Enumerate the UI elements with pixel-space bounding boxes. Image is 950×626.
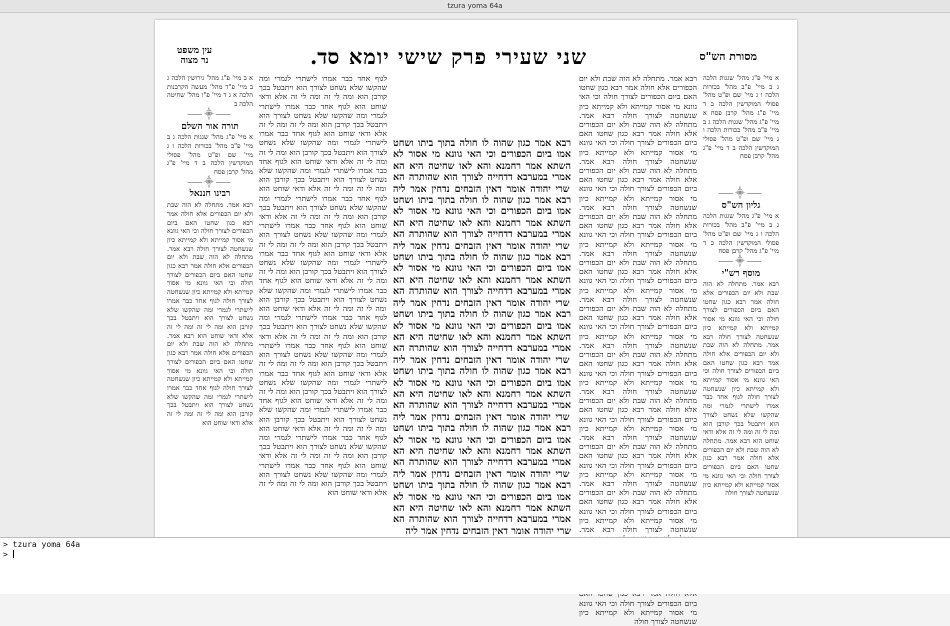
tosafot-text-11: לגוף אחד כבר אמרו לישתרי לגמרי ומה שהקשו שלא נשחט לצורך הוא ויתבטל בכך קורבן הוא ומה לי זה ומה לי זה אלא ודאי שוחט הוא: [259, 368, 387, 406]
ornament-divider-4: ⸺⸎⸺: [187, 177, 233, 188]
rashi-text-6: רבא אמר. מתחלה לא הוה שבת ולא יום הכפורים אלא חולה אמר רבא כגון שחטו האם ביום הכפורים לצורך חולה וכי האי גוונא מי אסור קמייתא ולא קמייתא כיון שנשחטה לצורך חולה: [579, 294, 697, 350]
tosafot-text-6: לגוף אחד כבר אמרו לישתרי לגמרי ומה שהקשו שלא נשחט לצורך הוא ויתבטל בכך קורבן הוא ומה לי זה ומה לי זה אלא ודאי שוחט הוא: [259, 221, 388, 258]
tosafot-text-12: לגוף אחד כבר אמרו לישתרי לגמרי ומה שהקשו שלא נשחט לצורך הוא ויתבטל בכך קורבן הוא ומה לי זה ומה לי זה אלא ודאי שוחט הוא: [259, 396, 387, 433]
gemara-text-5: רבא אמר כגון שהוה לו חולה בתוך ביתו ושחט אמו ביום הכפורים וכי האי גוונא מי אסור לא השתא אמר רחמנא והא לאו שחיטה היא הא אמרי במערבא דדחייה לצורך הוא שהותרה הא שרי יהודה אומר דאין הזבחים נדחין אמר ליה: [393, 366, 571, 423]
window-title-bar: [0, 0, 950, 13]
tosafot-text-14: לגוף אחד כבר אמרו לישתרי לגמרי ומה שהקשו שלא נשחט לצורך הוא ויתבטל בכך קורבן הוא ומה לי זה ומה לי זה אלא ודאי שוחט הוא: [259, 460, 387, 498]
terminal-prompt-active: >: [3, 549, 8, 559]
rashi-text-3: רבא אמר. מתחלה לא הוה שבת ולא יום הכפורים אלא חולה אמר רבא כגון שחטו האם ביום הכפורים לצורך חולה וכי האי גוונא מי אסור קמייתא ולא קמייתא כיון שנשחטה לצורך חולה: [579, 156, 697, 212]
ornament-divider-2: ⸺⸎⸺: [718, 256, 764, 267]
rashi-text-9: רבא אמר. מתחלה לא הוה שבת ולא יום הכפורים אלא חולה אמר רבא כגון שחטו האם ביום הכפורים לצורך חולה וכי האי גוונא מי אסור קמייתא ולא קמייתא כיון שנשחטה לצורך חולה: [579, 432, 697, 488]
ornament-divider: ⸺⸎⸺: [718, 189, 764, 199]
musaf-text-3: לגוף אחד כבר אמרו לישתרי לגמרי ומה שהקשו שלא נשחט לצורך הוא ויתבטל בכך קורבן הוא ומה לי זה ומה לי זה אלא ודאי שוחט הוא: [703, 393, 779, 445]
ein-mishpat-line2: נר מצוה: [180, 56, 209, 66]
ein-mishpat-line1: עין משפט: [177, 46, 212, 56]
tosafot-text: לגוף אחד כבר אמרו לישתרי לגמרי ומה שהקשו שלא נשחט לצורך הוא ויתבטל בכך קורבן הוא ומה לי זה ומה לי זה אלא ודאי שוחט הוא: [259, 74, 387, 111]
gilyon-hashas-title: גליון הש"ס: [721, 200, 761, 211]
rashi-text-10: רבא אמר. מתחלה לא הוה שבת ולא יום הכפורים אלא חולה אמר רבא כגון שחטו האם ביום הכפורים לצורך חולה וכי האי גוונא מי אסור קמייתא ולא קמייתא כיון שנשחטה לצורך חולה: [579, 478, 697, 534]
terminal-input-line[interactable]: [3, 550, 947, 560]
rabbeinu-chananel-title: רבינו חננאל: [189, 189, 231, 200]
tosafot-text-2: לגוף אחד כבר אמרו לישתרי לגמרי ומה שהקשו שלא נשחט לצורך הוא ויתבטל בכך קורבן הוא ומה לי זה ומה לי זה אלא ודאי שוחט הוא: [259, 101, 388, 139]
gemara-main-column: [393, 138, 571, 537]
musaf-text-2: רבא אמר. מתחלה לא הוה שבת ולא יום הכפורים אלא חולה אמר רבא כגון שחטו האם ביום הכפורים לצורך חולה וכי האי גוונא מי אסור קמייתא ולא קמייתא כיון שנשחטה לצורך חולה: [703, 332, 779, 402]
rashi-text-11: רבא אמר.: [579, 524, 615, 534]
tosafot-text-3: לגוף אחד כבר אמרו לישתרי לגמרי ומה שהקשו שלא נשחט לצורך הוא ויתבטל בכך קורבן הוא ומה לי זה ומה לי זה אלא ודאי שוחט הוא: [259, 129, 387, 166]
gemara-text-4: רבא אמר כגון שהוה לו חולה בתוך ביתו ושחט אמו ביום הכפורים וכי האי גוונא מי אסור לא השתא אמר רחמנא והא לאו שחיטה היא הא אמרי במערבא דדחייה לצורך הוא שהותרה הא שרי יהודה אומר דאין הזבחים נדחין אמר ליה: [393, 309, 571, 366]
rabbeinu-text-5: לגוף אחד כבר אמרו לישתרי לגמרי ומה שהקשו שלא נשחט לצורך הוא ויתבטל בכך קורבן הוא ומה לי זה ומה לי זה אלא ודאי שוחט הוא: [167, 383, 253, 427]
window-title: tzura yoma 64a: [447, 2, 503, 10]
terminal-history-line: [3, 540, 947, 550]
torah-or-text: א מיי' פ"ג מהל' שגגות הלכה ג ב מיי' פ"ב מהל' בכורות הלכה ו ג מיי' שם ופ"ט מהל' פסולי המוקדשין הלכה ב ד מיי' פ"ג מהל' קרבן פסח: [167, 133, 253, 177]
rabbeinu-text-4: רבא אמר. מתחלה לא הוה שבת ולא יום הכפורים אלא חולה אמר רבא כגון שחטו האם ביום הכפורים לצורך חולה וכי האי גוונא מי אסור קמייתא ולא קמייתא כיון שנשחטה לצורך חולה: [167, 331, 253, 392]
terminal-command: tzura yoma 64a: [12, 540, 81, 549]
ein-mishpat-column: [167, 74, 253, 537]
rabbeinu-text-3: לגוף אחד כבר אמרו לישתרי לגמרי ומה שהקשו שלא נשחט לצורך הוא ויתבטל בכך קורבן הוא ומה לי זה ומה לי זה אלא ודאי שוחט הוא: [167, 296, 253, 340]
tosafot-text-9: לגוף אחד כבר אמרו לישתרי לגמרי ומה שהקשו שלא נשחט לצורך הוא ויתבטל בכך קורבן הוא ומה לי זה ומה לי זה אלא ודאי שוחט הוא: [259, 313, 387, 350]
page-number: סד.: [310, 44, 340, 69]
rashi-text: רבא אמר. מתחלה לא הוה שבת ולא יום הכפורים אלא חולה אמר רבא כגון שחטו האם ביום הכפורים לצורך חולה וכי האי גוונא מי אסור קמייתא ולא קמייתא כיון שנשחטה לצורך חולה: [579, 74, 697, 120]
rashi-text-5: רבא אמר. מתחלה לא הוה שבת ולא יום הכפורים אלא חולה אמר רבא כגון שחטו האם ביום הכפורים לצורך חולה וכי האי גוונא מי אסור קמייתא ולא קמייתא כיון שנשחטה לצורך חולה: [579, 248, 697, 304]
rashi-column: [579, 74, 697, 626]
gemara-text-6: רבא אמר כגון שהוה לו חולה בתוך ביתו ושחט אמו ביום הכפורים וכי האי גוונא מי אסור לא השתא אמר רחמנא והא לאו שחיטה היא הא אמרי במערבא דדחייה לצורך הוא שהותרה הא שרי יהודה אומר דאין הזבחים נדחין אמר ליה: [393, 423, 571, 480]
tosafot-column: [259, 74, 387, 537]
masoret-hashas-heading: מסורת הש"ס: [699, 50, 757, 63]
masoret-text: א מיי' פ"ג מהל' שגגות הלכה ג ב מיי' פ"ב מהל' בכורות הלכה ו ג מיי' שם ופ"ט מהל' פסולי המוקדשין הלכה ב ד מיי' פ"ג מהל' קרבן פסח: [703, 74, 779, 117]
rabbeinu-text: רבא אמר. מתחלה לא הוה שבת ולא יום הכפורים אלא חולה אמר רבא כגון שחטו האם ביום הכפורים לצורך חולה וכי האי גוונא מי אסור קמייתא ולא קמייתא כיון שנשחטה לצורך חולה: [167, 201, 253, 253]
gilyon-text: א מיי' פ"ג מהל' שגגות הלכה ג ב מיי' פ"ב מהל' בכורות הלכה ו ג מיי' שם ופ"ט מהל' פסולי המוקדשין הלכה ב ד מיי' פ"ג מהל' קרבן פסח: [703, 212, 779, 256]
tosafot-text-4: לגוף אחד כבר אמרו לישתרי לגמרי ומה שהקשו שלא נשחט לצורך הוא ויתבטל בכך קורבן הוא ומה לי זה ומה לי זה אלא ודאי שוחט הוא: [259, 156, 387, 194]
torah-or-title: תורה אור השלם: [181, 121, 239, 132]
tosafot-text-5: לגוף אחד כבר אמרו לישתרי לגמרי ומה שהקשו שלא נשחט לצורך הוא ויתבטל בכך קורבן הוא ומה לי זה ומה לי זה אלא ודאי שוחט הוא: [259, 193, 387, 231]
chapter-title: שני שעירי פרק שישי יומא: [348, 44, 587, 69]
page-header: [155, 44, 797, 72]
masoret-hashas-column: [703, 74, 779, 194]
rashi-text-12: ביום הכפורים לצורך חולה וכי האי גוונא מי אסור קמייתא ולא קמייתא כיון שנשחטה לצורך חולה: [579, 598, 697, 626]
rashi-text-7: רבא אמר. מתחלה לא הוה שבת ולא יום הכפורים אלא חולה אמר רבא כגון שחטו האם ביום הכפורים לצורך חולה וכי האי גוונא מי אסור קמייתא ולא קמייתא כיון שנשחטה לצורך חולה: [579, 340, 697, 396]
terminal-prompt: >: [3, 540, 8, 549]
gilyon-musaf-column: [703, 188, 779, 537]
tosafot-text-8: לגוף אחד כבר אמרו לישתרי לגמרי ומה שהקשו שלא נשחט לצורך הוא ויתבטל בכך קורבן הוא ומה לי זה ומה לי זה אלא ודאי שוחט הוא: [259, 276, 387, 314]
gemara-text: רבא אמר כגון שהוה לו חולה בתוך ביתו ושחט אמו ביום הכפורים וכי האי גוונא מי אסור לא השתא אמר רחמנא והא לאו שחיטה היא הא אמרי במערבא דדחייה לצורך הוא שהותרה הא שרי יהודה אומר דאין הזבחים נדחין אמר ליה: [393, 138, 571, 195]
tosafot-text-10: לגוף אחד כבר אמרו לישתרי לגמרי ומה שהקשו שלא נשחט לצורך הוא ויתבטל בכך קורבן הוא ומה לי זה ומה לי זה אלא ודאי שוחט הוא: [259, 340, 388, 378]
ein-mishpat-text: א ב מיי' פ"ג מהל' גירושין הלכה ג ב מיי' פ"ד מהל' מעשה הקרבנות הלכה א ג ד מיי' פ"ו מהל' שחיטה הלכה ב: [167, 74, 253, 109]
masoret-text-2: א מיי' פ"ג מהל' שגגות הלכה ג ב מיי' פ"ב מהל' בכורות הלכה ו ג מיי' שם ופ"ט מהל' פסולי המוקדשין הלכה ב ד מיי' פ"ג מהל' קרבן פסח: [703, 108, 779, 161]
tosafot-text-7: לגוף אחד כבר אמרו לישתרי לגמרי ומה שהקשו שלא נשחט לצורך הוא ויתבטל בכך קורבן הוא ומה לי זה ומה לי זה אלא ודאי שוחט הוא: [259, 248, 387, 286]
rashi-text-2: רבא אמר. מתחלה לא הוה שבת ולא יום הכפורים אלא חולה אמר רבא כגון שחטו האם ביום הכפורים לצורך חולה וכי האי גוונא מי אסור קמייתא ולא קמייתא כיון שנשחטה לצורך חולה: [579, 110, 697, 166]
tosafot-text-13: לגוף אחד כבר אמרו לישתרי לגמרי ומה שהקשו שלא נשחט לצורך הוא ויתבטל בכך קורבן הוא ומה לי זה ומה לי זה אלא ודאי שוחט הוא: [259, 432, 387, 470]
ornament-divider-3: ⸺⸎⸺: [187, 109, 233, 120]
terminal-panel[interactable]: [0, 537, 950, 594]
text-cursor: [13, 550, 14, 558]
rabbeinu-text-2: רבא אמר. מתחלה לא הוה שבת ולא יום הכפורים אלא חולה אמר רבא כגון שחטו האם ביום הכפורים לצורך חולה וכי האי גוונא מי אסור קמייתא ולא קמייתא כיון שנשחטה לצורך חולה: [167, 244, 253, 305]
musaf-rashi-title: מוסף רש"י: [721, 268, 761, 279]
rashi-text-4: רבא אמר. מתחלה לא הוה שבת ולא יום הכפורים אלא חולה אמר רבא כגון שחטו האם ביום הכפורים לצורך חולה וכי האי גוונא מי אסור קמייתא ולא קמייתא כיון שנשחטה לצורך חולה: [579, 202, 697, 258]
gemara-text-3: רבא אמר כגון שהוה לו חולה בתוך ביתו ושחט אמו ביום הכפורים וכי האי גוונא מי אסור לא השתא אמר רחמנא והא לאו שחיטה היא הא אמרי במערבא דדחייה לצורך הוא שהותרה הא שרי יהודה אומר דאין הזבחים נדחין אמר ליה: [393, 252, 571, 309]
talmud-page: [155, 20, 797, 626]
gemara-text-7: רבא אמר כגון שהוה לו חולה בתוך ביתו ושחט אמו ביום הכפורים וכי האי גוונא מי אסור לא השתא אמר רחמנא והא לאו שחיטה היא הא אמרי במערבא דדחייה לצורך הוא שהותרה הא שרי יהודה אומר דאין הזבחים נדחין אמר ליה: [393, 480, 571, 537]
musaf-text: רבא אמר. מתחלה לא הוה שבת ולא יום הכפורים אלא חולה אמר רבא כגון שחטו האם ביום הכפורים לצורך חולה וכי האי גוונא מי אסור קמייתא ולא קמייתא כיון שנשחטה לצורך חולה: [703, 280, 779, 341]
gemara-text-2: רבא אמר כגון שהוה לו חולה בתוך ביתו ושחט אמו ביום הכפורים וכי האי גוונא מי אסור לא השתא אמר רחמנא והא לאו שחיטה היא הא אמרי במערבא דדחייה לצורך הוא שהותרה הא שרי יהודה אומר דאין הזבחים נדחין אמר ליה: [393, 195, 571, 252]
musaf-text-4: רבא אמר. מתחלה לא הוה שבת ולא יום הכפורים אלא חולה אמר רבא כגון שחטו האם ביום הכפורים לצורך חולה וכי האי גוונא מי אסור קמייתא ולא קמייתא כיון שנשחטה לצורך חולה: [703, 436, 779, 498]
rashi-text-8: רבא אמר. מתחלה לא הוה שבת ולא יום הכפורים אלא חולה אמר רבא כגון שחטו האם ביום הכפורים לצורך חולה וכי האי גוונא מי אסור קמייתא ולא קמייתא כיון שנשחטה לצורך חולה: [579, 386, 697, 442]
ein-mishpat-heading: [177, 46, 212, 66]
